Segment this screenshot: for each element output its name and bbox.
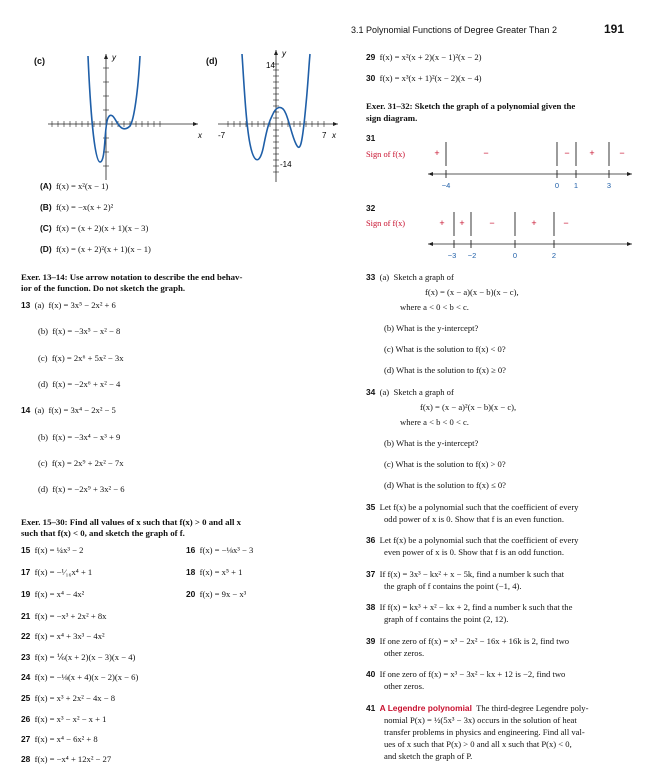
problem-36-line1: 36 Let f(x) be a polynomial such that the coefficient of every	[366, 535, 579, 545]
sign-32-3: −	[489, 218, 495, 228]
problem-25: 25 f(x) = x³ + 2x² − 4x − 8	[21, 693, 116, 703]
option-c: (C) f(x) = (x + 2)(x + 1)(x − 3)	[40, 223, 149, 233]
problem-37-line1: 37 If f(x) = 3x³ − kx² + x − 5k, find a number k such that	[366, 569, 565, 579]
exer-31-32-instructions-1: Exer. 31–32: Sketch the graph of a polynomial given the	[366, 101, 576, 111]
sign-diagram-32	[426, 210, 638, 262]
exer-13-14-instructions-1: Exer. 13–14: Use arrow notation to describe the end behav-	[21, 272, 243, 282]
problem-33-formula: f(x) = (x − a)(x − b)(x − c),	[425, 287, 519, 297]
problem-14c: (c) f(x) = 2x⁹ + 2x² − 7x	[38, 458, 124, 468]
problem-40-line1: 40 If one zero of f(x) = x³ − 3x² − kx + 12 is −2, find two	[366, 669, 566, 679]
problem-38-line2: graph of f contains the point (2, 12).	[384, 614, 509, 624]
problem-31-number: 31	[366, 133, 376, 143]
problem-39-line1: 39 If one zero of f(x) = x³ − 2x² − 16x + 16k is 2, find two	[366, 636, 570, 646]
problem-13d: (d) f(x) = −2x⁶ + x² − 4	[38, 379, 121, 389]
problem-30: 30 f(x) = x³(x + 1)²(x − 2)(x − 4)	[366, 73, 482, 83]
problem-41-line3: transfer problems in physics and engineering. Find all val-	[384, 727, 585, 737]
tick-32-1: −3	[447, 251, 457, 260]
problem-23: 23 f(x) = ⅙(x + 2)(x − 3)(x − 4)	[21, 652, 136, 662]
sign-diagram-31	[426, 140, 638, 192]
sign-32-4: +	[531, 218, 537, 228]
page-number: 191	[604, 22, 625, 36]
sign-32-1: +	[439, 218, 445, 228]
problem-13c: (c) f(x) = 2x⁶ + 5x² − 3x	[38, 353, 124, 363]
graph-c-x-arrow	[193, 122, 198, 126]
exer-13-14-instructions-2: ior of the function. Do not sketch the graph.	[21, 283, 186, 293]
tick-32-2: −2	[467, 251, 477, 260]
problem-20: 20 f(x) = 9x − x³	[186, 589, 247, 599]
tick-31-4: 3	[606, 181, 612, 190]
option-d: (D) f(x) = (x + 2)²(x + 1)(x − 1)	[40, 244, 151, 254]
problem-34d: (d) What is the solution to f(x) ≤ 0?	[384, 480, 506, 490]
sign-31-5: −	[619, 148, 625, 158]
graph-d-y-label: y	[282, 49, 286, 58]
problem-16: 16 f(x) = −⅛x³ − 3	[186, 545, 254, 555]
sign-31-3: −	[564, 148, 570, 158]
graph-c-curve	[88, 56, 140, 162]
problem-14a: 14 (a) f(x) = 3x⁴ − 2x² − 5	[21, 405, 116, 415]
problem-41-line2: nomial P(x) = ½(5x³ − 3x) occurs in the solution of heat	[384, 715, 577, 725]
problem-29: 29 f(x) = x²(x + 2)(x − 1)²(x − 2)	[366, 52, 482, 62]
sign-diagram-32-label: Sign of f(x)	[366, 219, 406, 228]
problem-14d: (d) f(x) = −2x⁹ + 3x² − 6	[38, 484, 125, 494]
option-a: (A) f(x) = x²(x − 1)	[40, 181, 109, 191]
sign-31-4: +	[589, 148, 595, 158]
problem-13a: 13 (a) f(x) = 3x⁵ − 2x² + 6	[21, 300, 116, 310]
problem-41-line5: and sketch the graph of P.	[384, 751, 473, 761]
problem-41-line4: ues of x such that P(x) > 0 and all x such that P(x) < 0,	[384, 739, 572, 749]
problem-37-line2: the graph of f contains the point (−1, 4).	[384, 581, 522, 591]
problem-28: 28 f(x) = −x⁴ + 12x² − 27	[21, 754, 112, 764]
problem-39-line2: other zeros.	[384, 648, 425, 658]
sign-32-2: +	[459, 218, 465, 228]
problem-41-line1: 41 A Legendre polynomial The third-degree Legendre poly-	[366, 703, 589, 713]
problem-13b: (b) f(x) = −3x⁵ − x² − 8	[38, 326, 121, 336]
problem-15: 15 f(x) = ¼x³ − 2	[21, 545, 84, 555]
problem-35-line1: 35 Let f(x) be a polynomial such that the coefficient of every	[366, 502, 579, 512]
graph-c-y-label: y	[112, 53, 116, 62]
problem-18: 18 f(x) = x⁵ + 1	[186, 567, 243, 577]
problem-32-number: 32	[366, 203, 376, 213]
sign-31-1: +	[434, 148, 440, 158]
tick-32-3: 0	[512, 251, 518, 260]
graph-c	[48, 52, 208, 182]
problem-34-where: where a < b < 0 < c.	[400, 417, 469, 427]
problem-34b: (b) What is the y-intercept?	[384, 438, 479, 448]
problem-35-line2: odd power of x is 0. Show that f is an even function.	[384, 514, 564, 524]
exer-31-32-instructions-2: sign diagram.	[366, 113, 418, 123]
tick-31-2: 0	[554, 181, 560, 190]
tick-32-4: 2	[551, 251, 557, 260]
problem-36-line2: even power of x is 0. Show that f is an odd function.	[384, 547, 564, 557]
exer-15-30-instructions-2: such that f(x) < 0, and sketch the graph of f.	[21, 528, 185, 538]
problem-33b: (b) What is the y-intercept?	[384, 323, 479, 333]
problem-34-formula: f(x) = (x − a)²(x − b)(x − c),	[420, 402, 517, 412]
graph-d	[214, 44, 346, 184]
tick-31-1: −4	[441, 181, 451, 190]
problem-14b: (b) f(x) = −3x⁴ − x³ + 9	[38, 432, 121, 442]
problem-34a: 34 (a) Sketch a graph of	[366, 387, 454, 397]
section-header: 3.1 Polynomial Functions of Degree Greater Than 2	[351, 25, 557, 35]
problem-17: 17 f(x) = −¹⁄₁₆x⁴ + 1	[21, 567, 93, 577]
graph-d-y-top: 14	[266, 61, 275, 70]
sign-diagram-31-label: Sign of f(x)	[366, 150, 406, 159]
sign-32-5: −	[563, 218, 569, 228]
problem-33d: (d) What is the solution to f(x) ≥ 0?	[384, 365, 506, 375]
problem-26: 26 f(x) = x³ − x² − x + 1	[21, 714, 107, 724]
problem-38-line1: 38 If f(x) = kx³ + x² − kx + 2, find a number k such that the	[366, 602, 573, 612]
problem-21: 21 f(x) = −x³ + 2x² + 8x	[21, 611, 107, 621]
problem-22: 22 f(x) = x⁴ + 3x³ − 4x²	[21, 631, 105, 641]
graph-d-x-left: -7	[218, 131, 226, 140]
problem-40-line2: other zeros.	[384, 681, 425, 691]
problem-27: 27 f(x) = x⁴ − 6x² + 8	[21, 734, 98, 744]
graph-d-x-label: x	[332, 131, 336, 140]
option-b: (B) f(x) = −x(x + 2)²	[40, 202, 114, 212]
graph-d-y-bottom: -14	[280, 160, 292, 169]
problem-34c: (c) What is the solution to f(x) > 0?	[384, 459, 506, 469]
problem-19: 19 f(x) = x⁴ − 4x²	[21, 589, 85, 599]
problem-33-where: where a < 0 < b < c.	[400, 302, 469, 312]
graph-d-label: (d)	[206, 56, 218, 66]
graph-c-label: (c)	[34, 56, 45, 66]
exer-15-30-instructions-1: Exer. 15–30: Find all values of x such that f(x) > 0 and all x	[21, 517, 241, 527]
tick-31-3: 1	[573, 181, 579, 190]
graph-c-y-arrow	[104, 54, 108, 59]
problem-33a: 33 (a) Sketch a graph of	[366, 272, 454, 282]
problem-24: 24 f(x) = −⅛(x + 4)(x − 2)(x − 6)	[21, 672, 139, 682]
problem-41-title: A Legendre polynomial	[379, 703, 472, 713]
sign-31-2: −	[483, 148, 489, 158]
problem-33c: (c) What is the solution to f(x) < 0?	[384, 344, 506, 354]
graph-d-x-right: 7	[322, 131, 327, 140]
graph-c-x-label: x	[198, 131, 202, 140]
